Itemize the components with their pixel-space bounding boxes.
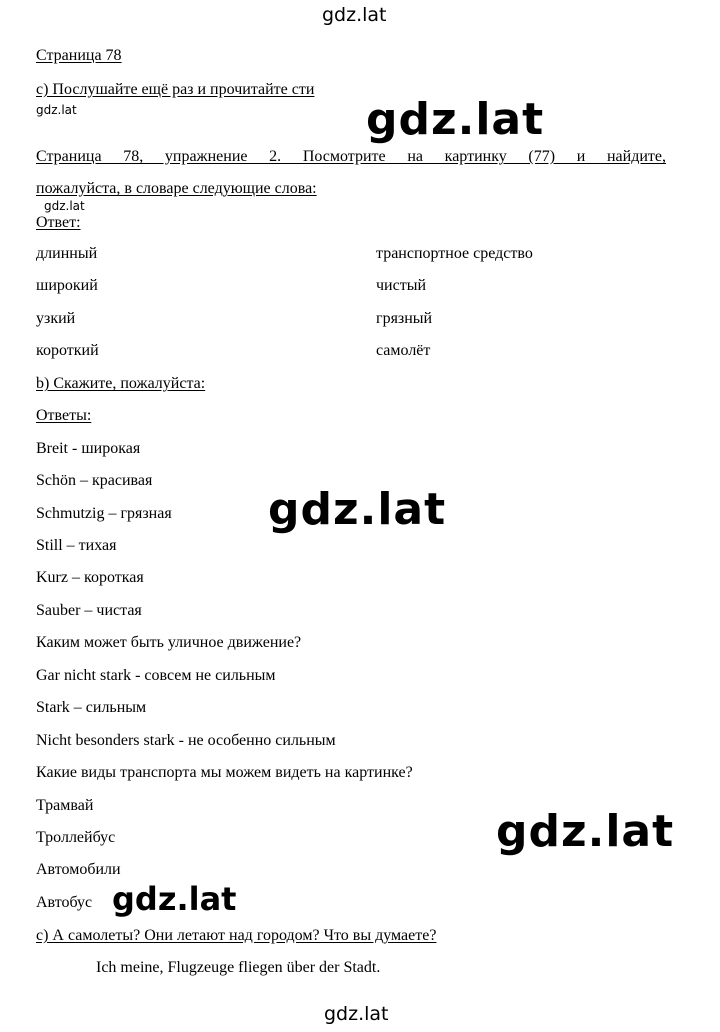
exercise-heading-line1: Страница 78, упражнение 2. Посмотрите на картинку (77) и найдите, [36,148,666,165]
watermark-bottom: gdz.lat [324,1003,389,1025]
word-right: чистый [376,277,427,294]
word-right: самолёт [376,342,431,359]
answer-line: Каким может быть уличное движение? [36,634,302,651]
answer-line: Троллейбус [36,829,116,846]
answer-line: Sauber – чистая [36,602,142,619]
watermark-large: gdz.lat [112,880,237,918]
page-title: Страница 78 [36,47,122,64]
answer-line: Nicht besonders stark - не особенно сильным [36,732,336,749]
answer-line: Автобус [36,894,93,911]
answer-label: Ответ: [36,214,81,231]
word-right: транспортное средство [376,245,533,262]
watermark-small: gdz.lat [36,103,77,117]
task-c-heading: с) Послушайте ещё раз и прочитайте сти [36,81,315,98]
word-left: короткий [36,342,99,359]
answer-line: Kurz – короткая [36,569,144,586]
answer-line: Автомобили [36,861,121,878]
part-c-heading: с) А самолеты? Они летают над городом? Что вы думаете? [36,927,437,944]
watermark-large: gdz.lat [496,806,675,857]
answer-line: Трамвай [36,797,94,814]
part-b-heading: b) Скажите, пожалуйста: [36,375,206,392]
watermark-large: gdz.lat [366,94,545,145]
word-left: узкий [36,310,76,327]
answer-line: Какие виды транспорта мы можем видеть на картинке? [36,764,413,781]
part-c-answer: Ich meine, Flugzeuge fliegen über der Stadt. [96,959,381,976]
answer-line: Still – тихая [36,537,117,554]
answer-line: Stark – сильным [36,699,147,716]
word-left: длинный [36,245,98,262]
watermark-top: gdz.lat [322,4,387,26]
answer-line: Breit - широкая [36,440,141,457]
answers-label: Ответы: [36,407,92,424]
word-left: широкий [36,277,98,294]
exercise-heading-line2: пожалуйста, в словаре следующие слова: [36,180,317,197]
watermark-large: gdz.lat [268,484,447,535]
answer-line: Schön – красивая [36,472,153,489]
word-right: грязный [376,310,433,327]
answer-line: Schmutzig – грязная [36,505,172,522]
answer-line: Gar nicht stark - совсем не сильным [36,667,276,684]
watermark-small: gdz.lat [44,199,85,213]
